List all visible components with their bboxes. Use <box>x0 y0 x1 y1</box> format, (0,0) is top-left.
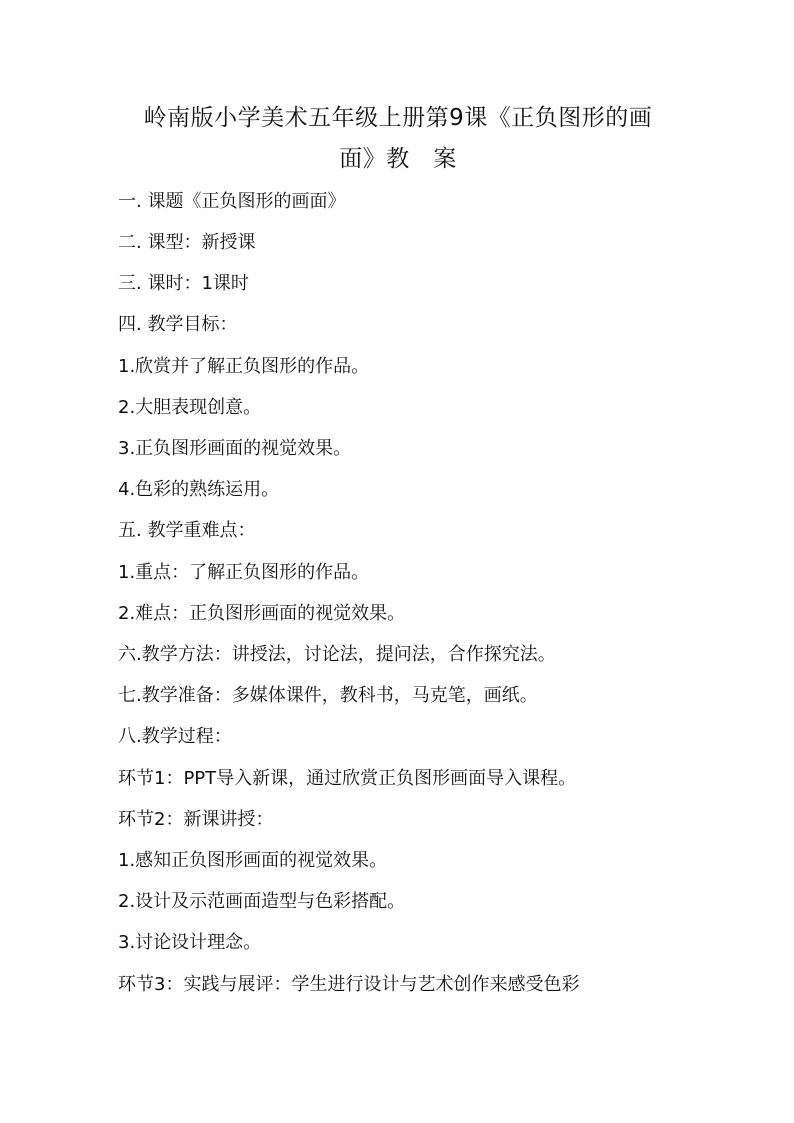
document-title-line-1: 岭南版小学美术五年级上册第9课《正负图形的画 <box>143 105 653 131</box>
process-step-2-heading: 环节2：新课讲授： <box>118 809 274 830</box>
section-objectives-heading: 四. 教学目标： <box>118 314 238 335</box>
section-teaching-preparation: 七.教学准备：多媒体课件，教科书，马克笔，画纸。 <box>118 685 538 706</box>
section-topic: 一. 课题《正负图形的画面》 <box>118 191 346 212</box>
key-point-item-2: 2.难点：正负图形画面的视觉效果。 <box>118 603 406 624</box>
document-title-line-2: 面》教 案 <box>339 146 457 172</box>
objective-item-1: 1.欣赏并了解正负图形的作品。 <box>118 356 370 377</box>
objective-item-3: 3.正负图形画面的视觉效果。 <box>118 438 352 459</box>
process-step-2-item-1: 1.感知正负图形画面的视觉效果。 <box>118 850 388 871</box>
objective-item-4: 4.色彩的熟练运用。 <box>118 479 280 500</box>
key-point-item-1: 1.重点：了解正负图形的作品。 <box>118 562 370 583</box>
process-step-2-item-2: 2.设计及示范画面造型与色彩搭配。 <box>118 891 406 912</box>
process-step-2-item-3: 3.讨论设计理念。 <box>118 932 262 953</box>
objective-item-2: 2.大胆表现创意。 <box>118 397 262 418</box>
process-step-1: 环节1：PPT导入新课，通过欣赏正负图形画面导入课程。 <box>118 768 577 789</box>
section-teaching-methods: 六.教学方法：讲授法，讨论法，提问法，合作探究法。 <box>118 644 556 665</box>
process-step-3: 环节3：实践与展评：学生进行设计与艺术创作来感受色彩 <box>118 974 580 995</box>
section-teaching-process-heading: 八.教学过程： <box>118 726 232 747</box>
section-lesson-type: 二. 课型：新授课 <box>118 232 256 253</box>
section-key-points-heading: 五. 教学重难点： <box>118 520 256 541</box>
section-class-hours: 三. 课时：1课时 <box>118 273 249 294</box>
